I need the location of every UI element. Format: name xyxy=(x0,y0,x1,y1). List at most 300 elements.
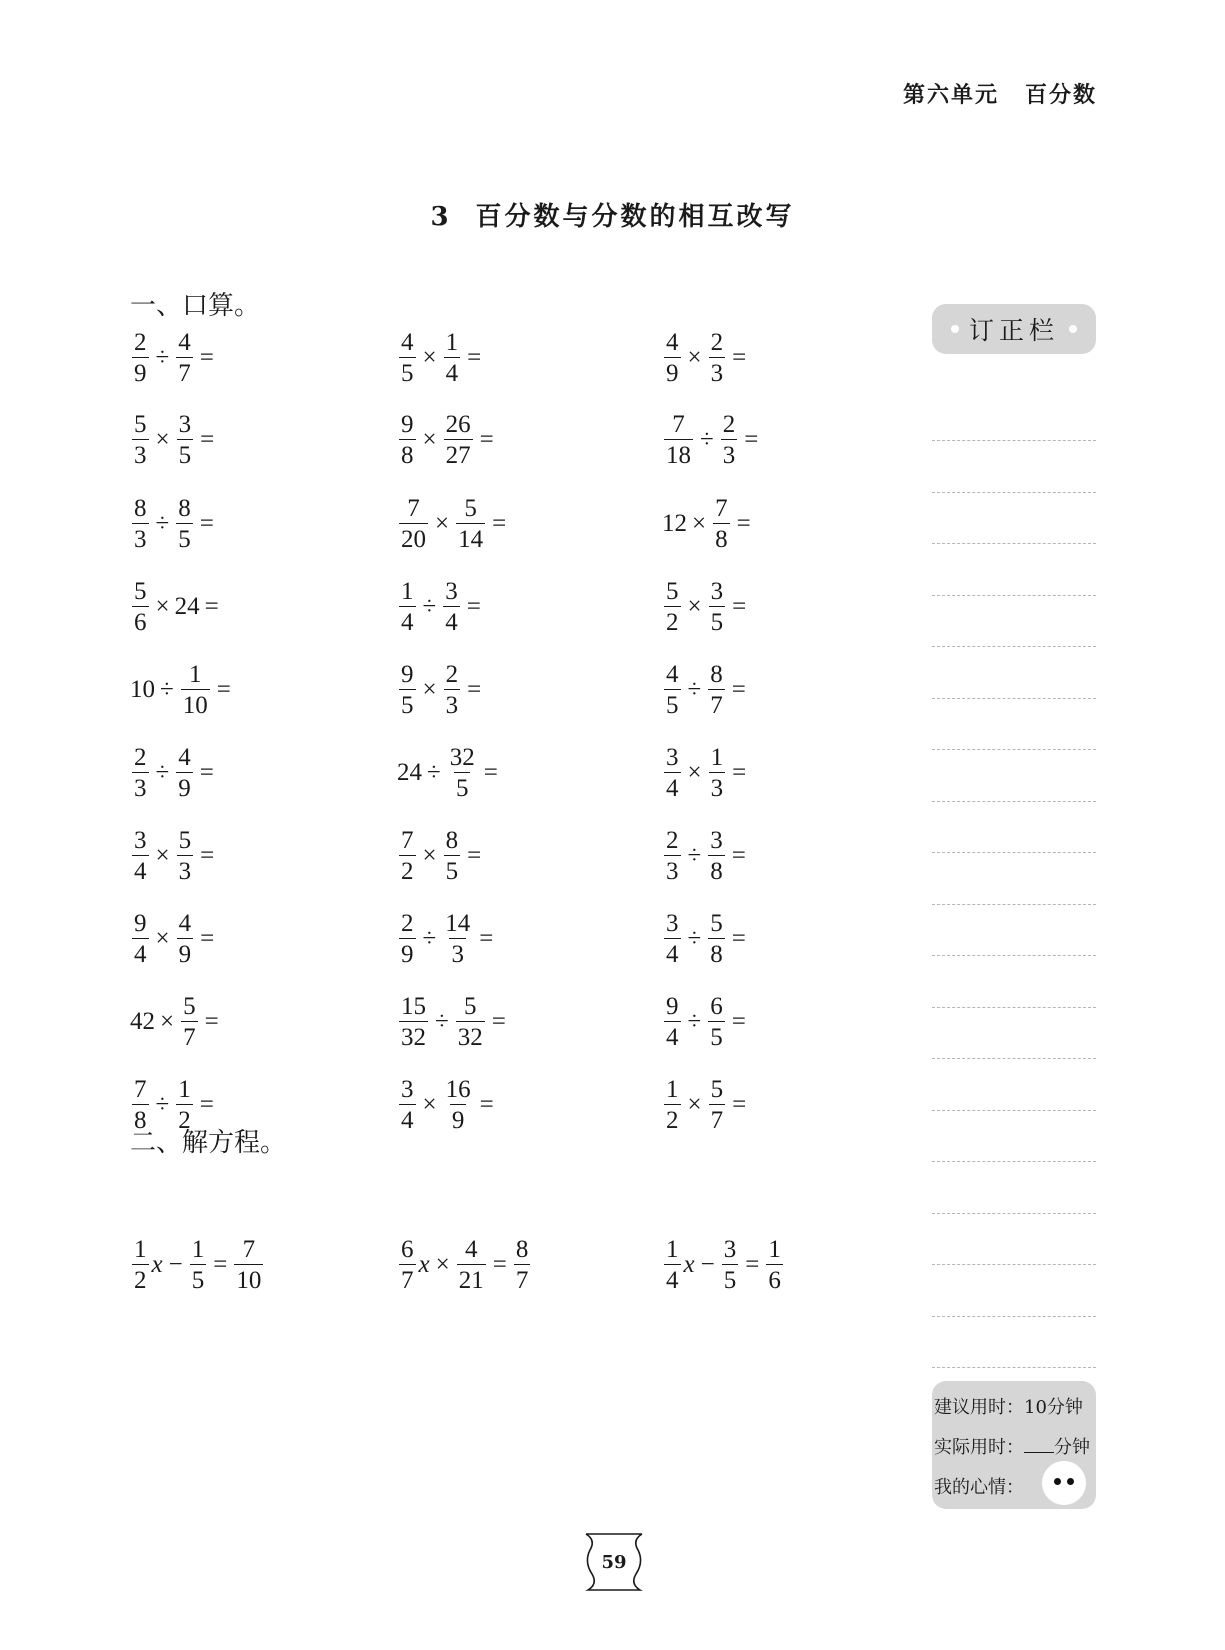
operator: = xyxy=(199,1091,214,1118)
fraction xyxy=(399,330,416,386)
denominator: 5 xyxy=(399,689,416,718)
numerator: 7 xyxy=(401,827,414,854)
equation xyxy=(130,1237,265,1293)
operator: − xyxy=(700,1251,715,1278)
operator: = xyxy=(732,344,747,371)
numerator: 2 xyxy=(666,827,679,854)
actual-time-row xyxy=(934,1433,1090,1459)
fraction xyxy=(664,330,681,386)
denominator: 10 xyxy=(234,1264,263,1293)
denominator: 6 xyxy=(766,1264,783,1293)
actual-time-unit: 分钟 xyxy=(1054,1437,1090,1458)
denominator: 8 xyxy=(708,855,725,884)
fraction xyxy=(132,911,149,967)
numerator: 6 xyxy=(710,993,723,1020)
oral-problem xyxy=(397,911,498,967)
oral-problem xyxy=(130,911,219,967)
denominator: 7 xyxy=(708,689,725,718)
correction-label: 订正栏 xyxy=(968,316,1059,345)
oral-problem xyxy=(130,662,236,718)
denominator: 4 xyxy=(399,606,416,635)
fraction xyxy=(132,1237,149,1293)
operator: × xyxy=(422,344,437,371)
operator: × xyxy=(422,676,437,703)
numerator: 4 xyxy=(464,1236,478,1263)
number: 24 xyxy=(397,759,422,786)
correction-line[interactable] xyxy=(932,595,1096,596)
oral-problem xyxy=(130,330,219,386)
operator: = xyxy=(467,676,482,703)
operator: = xyxy=(467,842,482,869)
fraction xyxy=(176,745,193,801)
oral-problem xyxy=(397,330,486,386)
denominator: 3 xyxy=(721,439,738,468)
numerator: 5 xyxy=(178,827,192,854)
oral-problem xyxy=(662,828,751,884)
denominator: 32 xyxy=(456,1021,485,1050)
denominator: 18 xyxy=(664,439,693,468)
operator: ÷ xyxy=(422,593,437,620)
denominator: 32 xyxy=(399,1021,428,1050)
numerator: 8 xyxy=(445,827,459,854)
fraction xyxy=(181,994,198,1050)
operator: = xyxy=(479,925,494,952)
numerator: 3 xyxy=(178,411,192,438)
denominator: 3 xyxy=(132,523,149,552)
fraction xyxy=(132,1077,149,1133)
correction-line[interactable] xyxy=(932,1007,1096,1008)
operator: = xyxy=(479,1091,494,1118)
numerator: 5 xyxy=(134,411,147,438)
correction-line[interactable] xyxy=(932,1264,1096,1265)
denominator: 4 xyxy=(443,606,460,635)
fraction xyxy=(181,662,210,718)
operator: = xyxy=(731,676,746,703)
left-eye xyxy=(1054,1478,1061,1485)
operator: ÷ xyxy=(160,676,174,703)
correction-line[interactable] xyxy=(932,904,1096,905)
numerator: 1 xyxy=(666,1236,679,1263)
correction-line[interactable] xyxy=(932,440,1096,441)
denominator: 4 xyxy=(664,1021,681,1050)
operator: × xyxy=(687,593,702,620)
operator: × xyxy=(155,842,170,869)
numerator: 2 xyxy=(134,329,147,356)
denominator: 5 xyxy=(709,606,726,635)
fraction xyxy=(132,745,149,801)
numerator: 5 xyxy=(710,1076,724,1103)
page-title xyxy=(0,196,1225,233)
operator: = xyxy=(731,842,746,869)
suggested-time: 建议用时：10分钟 xyxy=(934,1397,1083,1418)
fraction xyxy=(234,1237,263,1293)
operator: = xyxy=(732,759,747,786)
fraction xyxy=(709,330,726,386)
numerator: 3 xyxy=(401,1076,414,1103)
fraction xyxy=(176,330,193,386)
denominator: 6 xyxy=(132,606,149,635)
operator: − xyxy=(168,1251,183,1278)
operator: = xyxy=(491,1008,506,1035)
numerator: 7 xyxy=(134,1076,147,1103)
fraction xyxy=(664,911,681,967)
numerator: 2 xyxy=(401,910,414,937)
numerator: 7 xyxy=(242,1236,256,1263)
oral-problem xyxy=(397,496,511,552)
mood-label: 我的心情： xyxy=(934,1477,1024,1498)
denominator: 5 xyxy=(399,357,416,386)
denominator: 5 xyxy=(177,439,194,468)
operator: = xyxy=(731,925,746,952)
denominator: 2 xyxy=(664,606,681,635)
operator: × xyxy=(687,1091,702,1118)
operator: = xyxy=(213,1251,228,1278)
operator: ÷ xyxy=(687,1008,702,1035)
denominator: 4 xyxy=(664,772,681,801)
denominator: 21 xyxy=(457,1264,486,1293)
numerator: 4 xyxy=(178,744,191,771)
denominator: 4 xyxy=(664,938,681,967)
fraction xyxy=(177,828,194,884)
denominator: 10 xyxy=(181,689,210,718)
operator: ÷ xyxy=(427,759,441,786)
correction-line[interactable] xyxy=(932,955,1096,956)
variable: x xyxy=(683,1251,695,1278)
operator: × xyxy=(435,510,450,537)
page-number: 59 xyxy=(601,1552,627,1573)
fraction xyxy=(444,1077,473,1133)
denominator: 14 xyxy=(456,523,485,552)
denominator: 4 xyxy=(399,1104,416,1133)
denominator: 3 xyxy=(444,689,461,718)
fraction xyxy=(444,828,461,884)
correction-line[interactable] xyxy=(932,749,1096,750)
numerator: 4 xyxy=(178,329,191,356)
numerator: 2 xyxy=(722,411,736,438)
numerator: 2 xyxy=(134,744,147,771)
denominator: 5 xyxy=(176,523,193,552)
numerator: 7 xyxy=(715,495,728,522)
operator: = xyxy=(479,426,494,453)
fraction xyxy=(190,1237,207,1293)
oral-problem xyxy=(397,579,486,635)
operator: = xyxy=(732,593,747,620)
fraction xyxy=(399,412,416,468)
numerator: 1 xyxy=(188,661,202,688)
fraction xyxy=(709,1077,726,1133)
fraction xyxy=(132,496,149,552)
numerator: 16 xyxy=(445,1076,471,1103)
denominator: 7 xyxy=(181,1021,198,1050)
actual-time-blank[interactable] xyxy=(1024,1436,1054,1453)
fraction xyxy=(664,412,693,468)
numerator: 5 xyxy=(710,910,723,937)
correction-line[interactable] xyxy=(932,852,1096,853)
numerator: 15 xyxy=(401,993,426,1020)
time-record-box xyxy=(932,1381,1096,1509)
denominator: 5 xyxy=(444,855,461,884)
correction-line[interactable] xyxy=(932,1161,1096,1162)
numerator: 1 xyxy=(768,1236,781,1263)
numerator: 3 xyxy=(710,578,724,605)
denominator: 8 xyxy=(399,439,416,468)
fraction xyxy=(664,662,681,718)
oral-problem xyxy=(130,412,219,468)
unit-topic: 百分数 xyxy=(1024,83,1097,108)
numerator: 3 xyxy=(666,744,679,771)
fraction xyxy=(444,662,461,718)
correction-line[interactable] xyxy=(932,646,1096,647)
correction-line[interactable] xyxy=(932,492,1096,493)
numerator: 1 xyxy=(134,1236,147,1263)
number: 10 xyxy=(130,676,155,703)
fraction xyxy=(399,828,416,884)
fraction xyxy=(457,1237,486,1293)
numerator: 5 xyxy=(463,993,477,1020)
oral-problem xyxy=(662,662,751,718)
fraction xyxy=(514,1237,531,1293)
correction-line[interactable] xyxy=(932,1316,1096,1317)
numerator: 7 xyxy=(672,411,685,438)
correction-line[interactable] xyxy=(932,543,1096,544)
fraction xyxy=(399,496,428,552)
numerator: 9 xyxy=(666,993,679,1020)
fraction xyxy=(664,579,681,635)
operator: = xyxy=(199,510,214,537)
correction-line[interactable] xyxy=(932,698,1096,699)
denominator: 7 xyxy=(176,357,193,386)
operator: ÷ xyxy=(155,1091,170,1118)
numerator: 26 xyxy=(445,411,471,438)
denominator: 5 xyxy=(722,1264,739,1293)
oral-problem xyxy=(662,745,751,801)
operator: = xyxy=(199,344,214,371)
page-number-badge xyxy=(582,1532,646,1592)
operator: × xyxy=(422,426,437,453)
numerator: 1 xyxy=(710,744,724,771)
operator: ÷ xyxy=(155,344,170,371)
denominator: 9 xyxy=(450,1104,467,1133)
operator: = xyxy=(492,510,507,537)
correction-line[interactable] xyxy=(932,1213,1096,1214)
denominator: 5 xyxy=(664,689,681,718)
operator: = xyxy=(200,842,215,869)
denominator: 5 xyxy=(454,772,471,801)
numerator: 1 xyxy=(445,329,459,356)
fraction xyxy=(399,1237,416,1293)
fraction xyxy=(132,330,149,386)
oral-problem xyxy=(662,1077,751,1133)
operator: × xyxy=(687,759,702,786)
oral-problem xyxy=(662,911,751,967)
operator: = xyxy=(736,510,751,537)
denominator: 2 xyxy=(176,1104,193,1133)
correction-line[interactable] xyxy=(932,801,1096,802)
oral-problem xyxy=(130,496,219,552)
numerator: 1 xyxy=(401,578,414,605)
denominator: 8 xyxy=(708,938,725,967)
numerator: 5 xyxy=(134,578,147,605)
operator: × xyxy=(155,426,170,453)
numerator: 4 xyxy=(666,661,679,688)
fraction xyxy=(708,994,725,1050)
denominator: 9 xyxy=(176,772,193,801)
operator: × xyxy=(155,925,170,952)
fraction xyxy=(664,1077,681,1133)
operator: × xyxy=(422,1091,437,1118)
denominator: 3 xyxy=(132,772,149,801)
correction-line[interactable] xyxy=(932,1058,1096,1059)
numerator: 8 xyxy=(710,661,723,688)
numerator: 32 xyxy=(449,744,475,771)
denominator: 5 xyxy=(708,1021,725,1050)
operator: = xyxy=(199,759,214,786)
variable: x xyxy=(418,1251,430,1278)
oral-problem xyxy=(397,994,511,1050)
oral-problem xyxy=(662,330,751,386)
operator: ÷ xyxy=(687,925,702,952)
oral-problem xyxy=(662,496,756,552)
oral-problem xyxy=(397,828,486,884)
operator: × xyxy=(422,842,437,869)
fraction xyxy=(132,579,149,635)
unit-name: 第六单元 xyxy=(902,83,999,108)
number: 42 xyxy=(130,1008,155,1035)
denominator: 3 xyxy=(709,772,726,801)
denominator: 27 xyxy=(444,439,473,468)
fraction xyxy=(177,412,194,468)
fraction xyxy=(766,1237,783,1293)
numerator: 6 xyxy=(401,1236,414,1263)
operator: × xyxy=(692,510,707,537)
operator: = xyxy=(744,426,759,453)
denominator: 3 xyxy=(449,938,466,967)
operator: ÷ xyxy=(700,426,714,453)
fraction xyxy=(399,1077,416,1133)
operator: ÷ xyxy=(422,925,437,952)
fraction xyxy=(709,745,726,801)
numerator: 5 xyxy=(666,578,679,605)
fraction xyxy=(708,828,725,884)
fraction xyxy=(708,911,725,967)
numerator: 3 xyxy=(723,1236,737,1263)
fraction xyxy=(132,412,149,468)
operator: = xyxy=(200,925,215,952)
fraction xyxy=(132,828,149,884)
numerator: 3 xyxy=(134,827,147,854)
fraction xyxy=(721,412,738,468)
operator: = xyxy=(204,593,219,620)
operator: ÷ xyxy=(155,510,170,537)
operator: × xyxy=(435,1251,450,1278)
numerator: 2 xyxy=(445,661,459,688)
denominator: 3 xyxy=(664,855,681,884)
denominator: 4 xyxy=(444,357,461,386)
variable: x xyxy=(151,1251,163,1278)
fraction xyxy=(399,994,428,1050)
denominator: 9 xyxy=(177,938,194,967)
section-equation-heading: 二、解方程。 xyxy=(130,1128,287,1158)
operator: = xyxy=(467,344,482,371)
lesson-title: 百分数与分数的相互改写 xyxy=(475,202,795,232)
number: 12 xyxy=(662,510,687,537)
correction-line[interactable] xyxy=(932,1367,1096,1368)
denominator: 2 xyxy=(132,1264,149,1293)
operator: × xyxy=(155,593,170,620)
correction-column-badge xyxy=(932,304,1096,354)
numerator: 3 xyxy=(666,910,679,937)
operator: ÷ xyxy=(435,1008,449,1035)
numerator: 1 xyxy=(191,1236,205,1263)
operator: = xyxy=(483,759,498,786)
numerator: 4 xyxy=(178,910,192,937)
numerator: 9 xyxy=(134,910,147,937)
denominator: 7 xyxy=(399,1264,416,1293)
numerator: 8 xyxy=(178,495,191,522)
fraction xyxy=(664,1237,681,1293)
fraction xyxy=(399,662,416,718)
fraction xyxy=(399,911,416,967)
oral-problem xyxy=(397,1077,499,1133)
operator: = xyxy=(204,1008,219,1035)
fraction xyxy=(448,745,477,801)
operator: = xyxy=(745,1251,760,1278)
number: 24 xyxy=(174,593,200,620)
operator: ÷ xyxy=(687,842,702,869)
oral-problem xyxy=(662,412,763,468)
fraction xyxy=(664,745,681,801)
numerator: 5 xyxy=(464,495,477,522)
fraction xyxy=(713,496,730,552)
fraction xyxy=(177,911,194,967)
numerator: 5 xyxy=(183,993,196,1020)
oral-problem xyxy=(130,579,224,635)
oral-problem xyxy=(662,994,751,1050)
fraction xyxy=(456,496,485,552)
numerator: 2 xyxy=(710,329,724,356)
numerator: 8 xyxy=(134,495,147,522)
correction-line[interactable] xyxy=(932,1110,1096,1111)
denominator: 9 xyxy=(132,357,149,386)
denominator: 9 xyxy=(399,938,416,967)
numerator: 1 xyxy=(666,1076,679,1103)
denominator: 4 xyxy=(132,855,149,884)
fraction xyxy=(444,330,461,386)
bullet-dot-icon xyxy=(1069,325,1077,333)
denominator: 8 xyxy=(132,1104,149,1133)
equation xyxy=(662,1237,785,1293)
fraction xyxy=(176,1077,193,1133)
numerator: 4 xyxy=(401,329,414,356)
denominator: 2 xyxy=(399,855,416,884)
numerator: 7 xyxy=(407,495,420,522)
denominator: 8 xyxy=(713,523,730,552)
fraction xyxy=(708,662,725,718)
denominator: 3 xyxy=(177,855,194,884)
operator: = xyxy=(216,676,231,703)
unit-header xyxy=(903,78,1097,109)
fraction xyxy=(664,828,681,884)
numerator: 3 xyxy=(445,578,458,605)
fraction xyxy=(176,496,193,552)
numerator: 3 xyxy=(710,827,723,854)
fraction xyxy=(443,911,472,967)
oral-problem xyxy=(130,828,219,884)
actual-time-label: 实际用时： xyxy=(934,1437,1024,1458)
operator: = xyxy=(200,426,215,453)
operator: = xyxy=(731,1008,746,1035)
oral-problem xyxy=(397,412,499,468)
